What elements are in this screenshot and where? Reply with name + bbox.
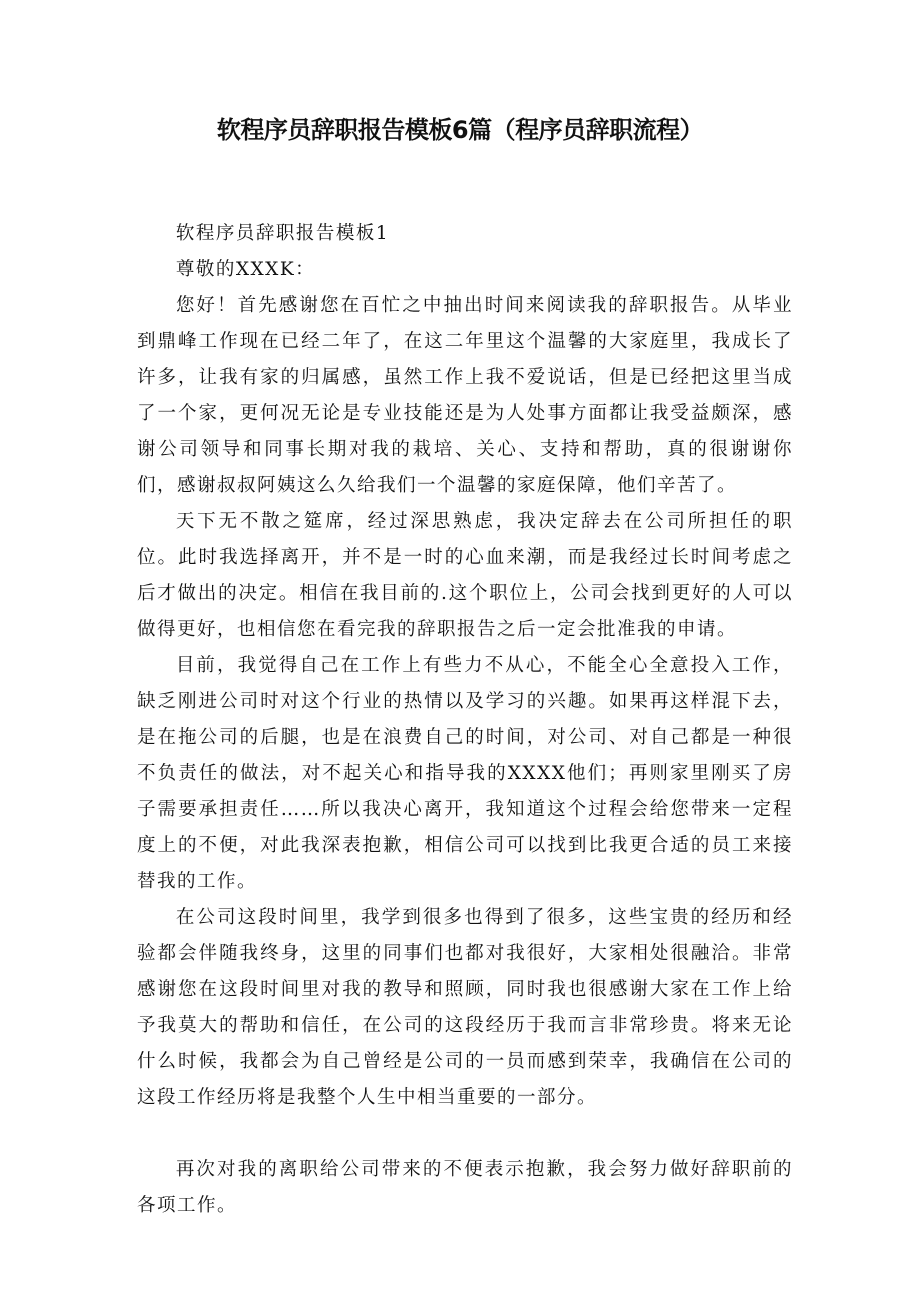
- document-title: 软程序员辞职报告模板6篇（程序员辞职流程）: [216, 116, 704, 144]
- paragraph-5: 再次对我的离职给公司带来的不便表示抱歉，我会努力做好辞职前的各项工作。: [137, 1159, 793, 1216]
- paragraph-2: 天下无不散之筵席，经过深思熟虑，我决定辞去在公司所担任的职位。此时我选择离开，并不是一时的心血来潮，而是我经过长时间考虑之后才做出的决定。相信在我目前的.这个职位上，公司会找到更好的人可以做得更好，也相信您在看完我的辞职报告之后一定会批准我的申请。: [137, 511, 793, 640]
- paragraph-1: 您好！首先感谢您在百忙之中抽出时间来阅读我的辞职报告。从毕业到鼎峰工作现在已经二年了，在这二年里这个温馨的大家庭里，我成长了许多，让我有家的归属感，虽然工作上我不爱说话，但是已经把这里当成了一个家，更何况无论是专业技能还是为人处事方面都让我受益颇深，感谢公司领导和同事长期对我的栽培、关心、支持和帮助，真的很谢谢你们，感谢叔叔阿姨这么久给我们一个温馨的家庭保障，他们辛苦了。: [137, 295, 793, 496]
- paragraph-4: 在公司这段时间里，我学到很多也得到了很多，这些宝贵的经历和经验都会伴随我终身，这里的同事们也都对我很好，大家相处很融洽。非常感谢您在这段时间里对我的教导和照顾，同时我也很感谢大家在工作上给予我莫大的帮助和信任，在公司的这段经历于我而言非常珍贵。将来无论什么时候，我都会为自己曾经是公司的一员而感到荣幸，我确信在公司的这段工作经历将是我整个人生中相当重要的一部分。: [137, 907, 793, 1108]
- section-heading: 软程序员辞职报告模板1: [175, 223, 390, 244]
- paragraph-3: 目前，我觉得自己在工作上有些力不从心，不能全心全意投入工作，缺乏刚进公司时对这个行业的热情以及学习的兴趣。如果再这样混下去，是在拖公司的后腿，也是在浪费自己的时间，对公司、对自己都是一种很不负责任的做法，对不起关心和指导我的XXXX他们；再则家里刚买了房子需要承担责任……所以我决心离开，我知道这个过程会给您带来一定程度上的不便，对此我深表抱歉，相信公司可以找到比我更合适的员工来接替我的工作。: [137, 655, 793, 892]
- salutation: 尊敬的XXXK：: [175, 259, 316, 280]
- document-body: [137, 216, 793, 1224]
